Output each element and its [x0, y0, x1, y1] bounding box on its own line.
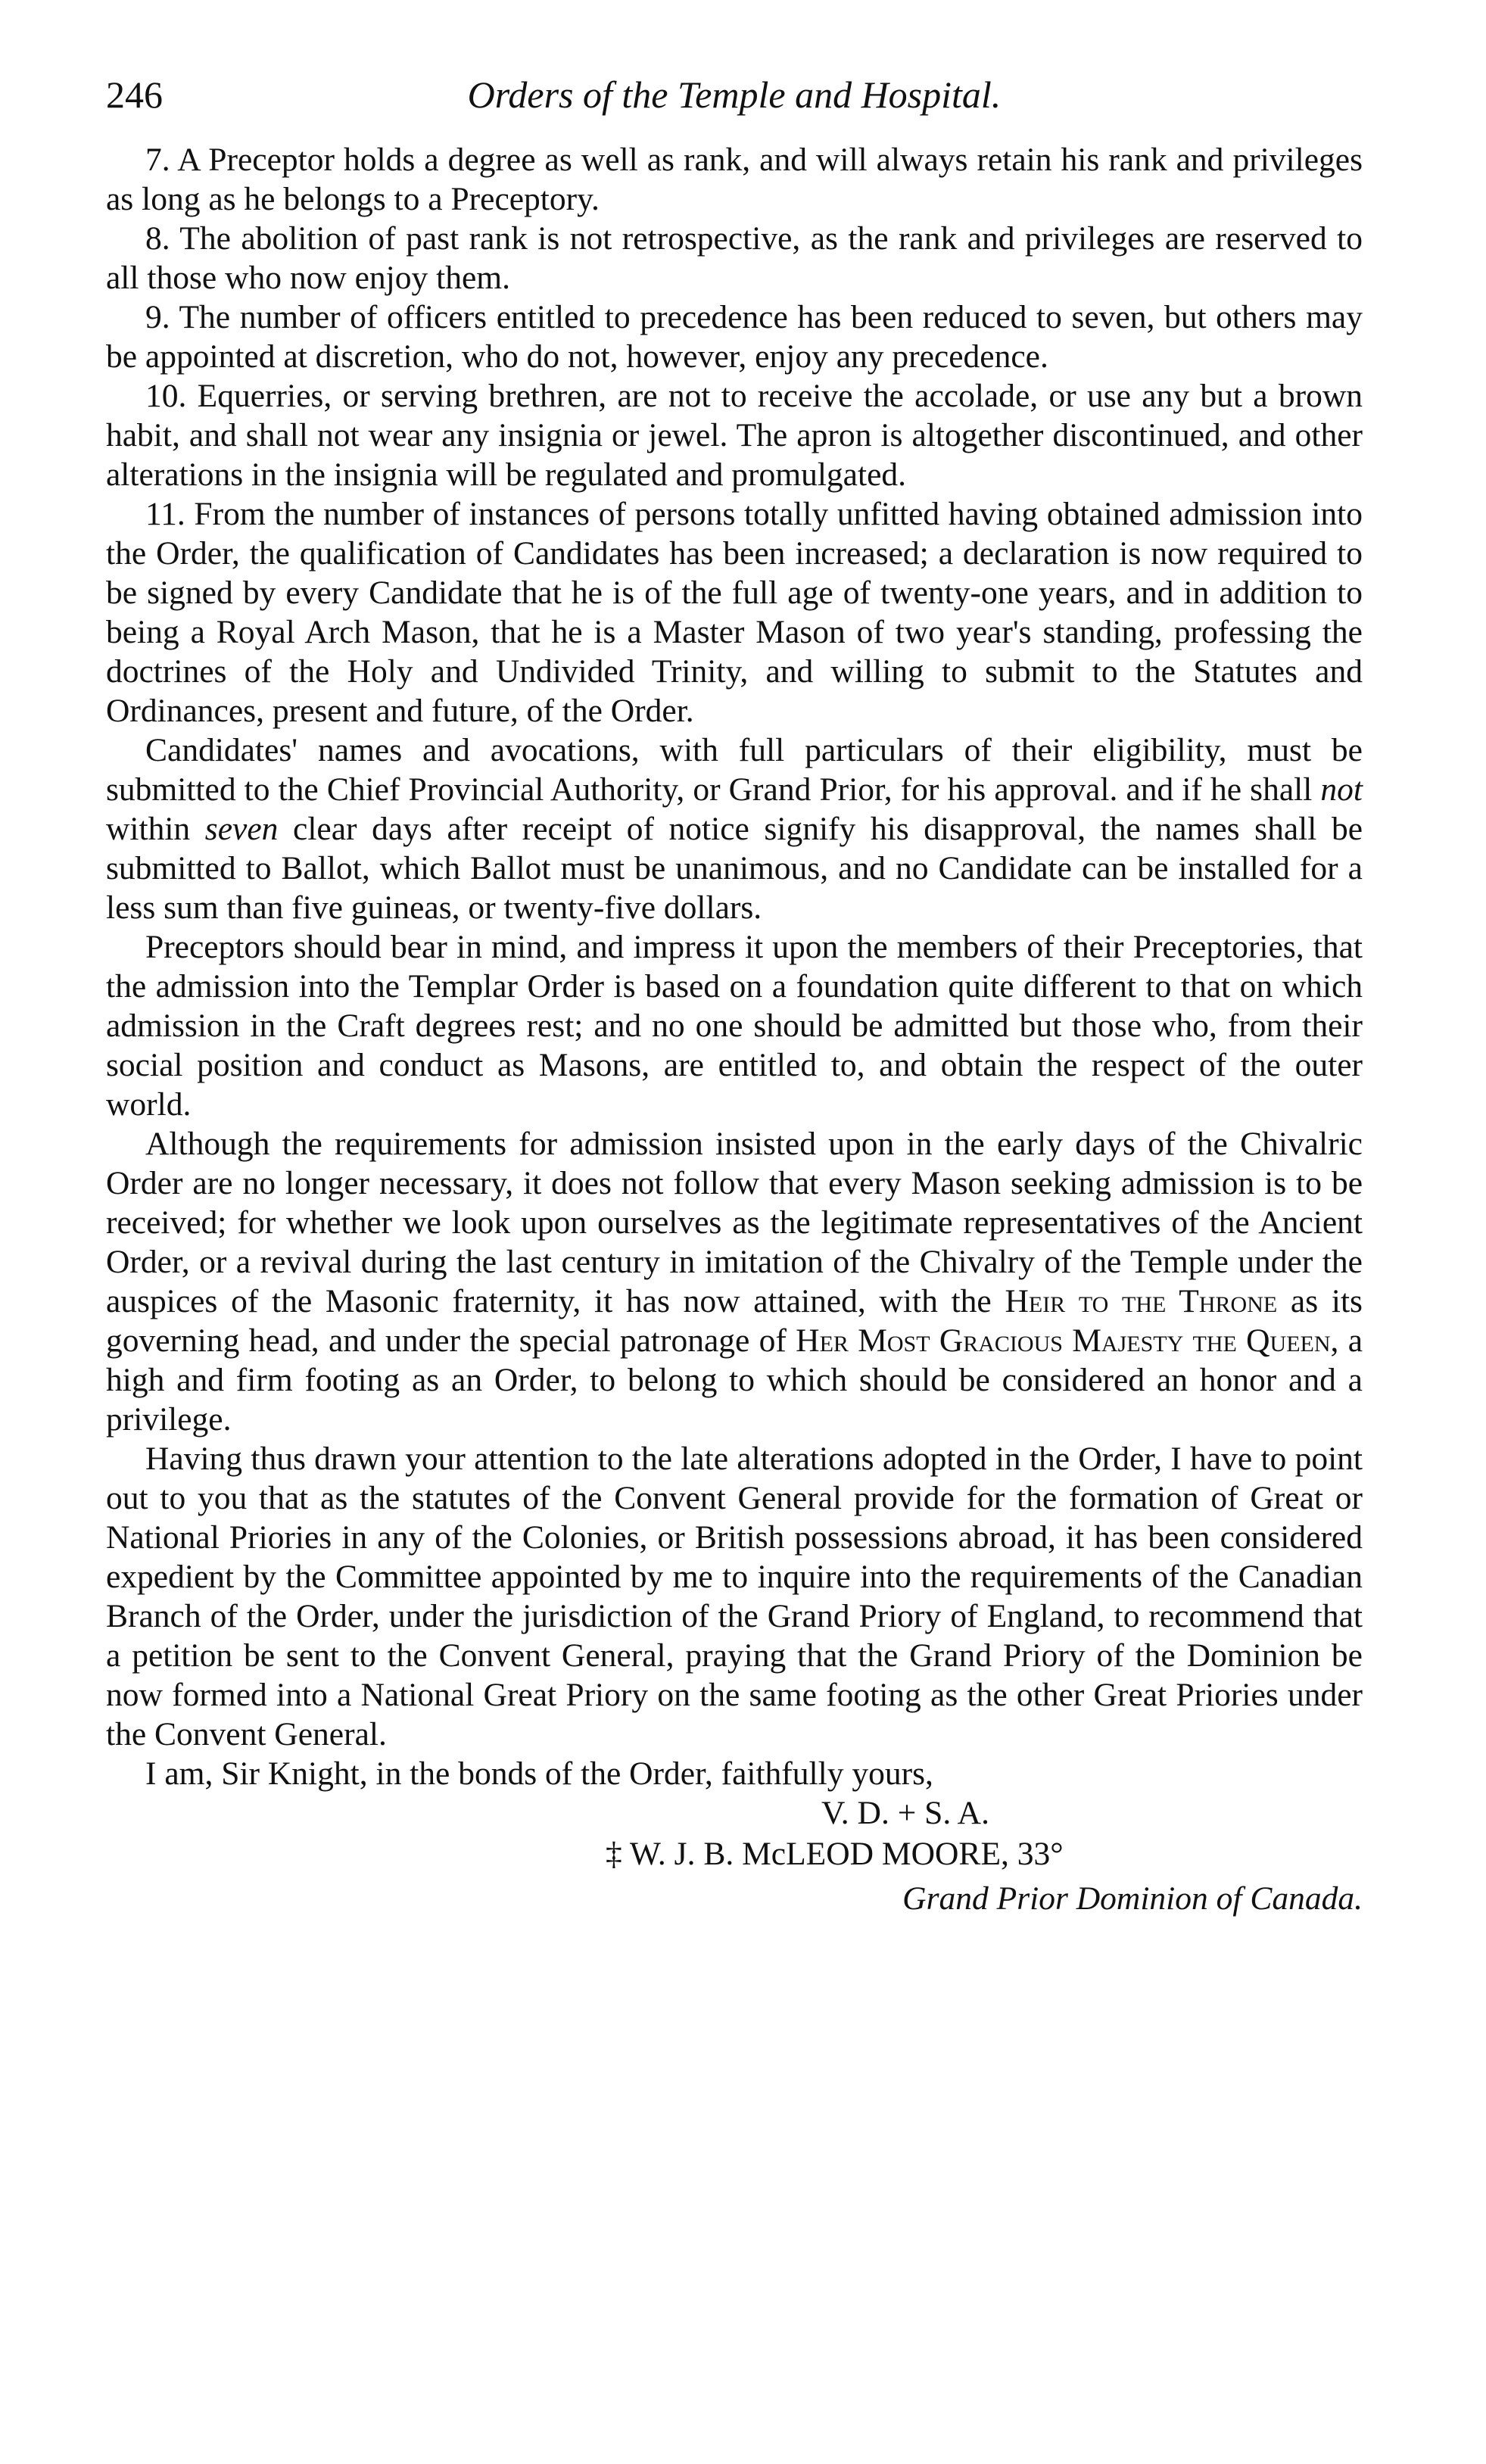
paragraph-8: 8. The abolition of past rank is not retrospective, as the rank and privileges are reserved to all those who now enjoy them. — [106, 220, 1363, 296]
closing-line: I am, Sir Knight, in the bonds of the Order, faithfully yours, — [145, 1755, 933, 1792]
heir-to-the-throne: Heir to the Throne — [1005, 1283, 1278, 1319]
paragraph-having: Having thus drawn your attention to the late alterations adopted in the Order, I have to point out to you that as the statutes of the Convent General provide for the formation of Great or National Priories in any of the Colonies, or British possessions abroad, it has been considered expedient by the Committee appointed by me to inquire into the requirements of the Canadian Branch of the Order, under the jurisdiction of the Grand Priory of England, to recommend that a petition be sent to the Convent General, praying that the Grand Priory of the Dominion be now formed into a National Great Priory on the same footing as the other Great Priories under the Convent General. — [106, 1441, 1363, 1752]
candidates-text-a: Candidates' names and avocations, with full particulars of their eligibility, must be submitted to the Chief Provincial Authority, or Grand Prior, for his approval. and if he shall — [106, 732, 1363, 808]
her-majesty-the-queen: Her Most Gracious Majesty the Queen — [796, 1322, 1331, 1359]
signature-abbreviation: V. D. + S. A. — [821, 1795, 989, 1831]
signature-name: ‡ W. J. B. McLEOD MOORE, 33° — [606, 1836, 1064, 1872]
paragraph-although — [106, 1124, 1363, 1439]
paragraph-10: 10. Equerries, or serving brethren, are not to receive the accolade, or use any but a brown habit, and shall not wear any insignia or jewel. The apron is altogether discontinued, and other alterations in the insignia will be regulated and promulgated. — [106, 378, 1363, 493]
document-page — [106, 72, 1363, 1922]
body-text — [106, 140, 1363, 1754]
candidates-text-b: within — [106, 811, 205, 847]
paragraph-7: 7. A Preceptor holds a degree as well as rank, and will always retain his rank and privileges as long as he belongs to a Preceptory. — [106, 142, 1363, 217]
candidates-emphasis-seven: seven — [204, 811, 279, 847]
candidates-emphasis-not: not — [1320, 771, 1363, 808]
although-text-b: as its governing head, and under the special patronage of — [106, 1283, 1363, 1359]
running-title: Orders of the Temple and Hospital. — [467, 73, 1002, 116]
candidates-text-c: clear days after receipt of notice signify his disapproval, the names shall be submitted to Ballot, which Ballot must be unanimous, and no Candidate can be installed for a less sum than five guineas, or twenty-five dollars. — [106, 811, 1363, 926]
paragraph-9: 9. The number of officers entitled to precedence has been reduced to seven, but others may be appointed at discretion, who do not, however, enjoy any precedence. — [106, 299, 1363, 375]
paragraph-candidates — [106, 730, 1363, 927]
although-text-a: Although the requirements for admission insisted upon in the early days of the Chivalric Order are no longer necessary, it does not follow that every Mason seeking admission is to be received; for whether we look upon ourselves as the legitimate representatives of the Ancient Order, or a revival during the last century in imitation of the Chivalry of the Temple under the auspices of the Masonic fraternity, it has now attained, with the — [106, 1126, 1363, 1319]
page-header — [106, 72, 1363, 140]
signature-title: Grand Prior Dominion of Canada. — [902, 1880, 1363, 1917]
page-number: 246 — [106, 73, 163, 116]
although-text-c: , a high and firm footing as an Order, to belong to which should be considered an honor and a privilege. — [106, 1322, 1363, 1438]
paragraph-11: 11. From the number of instances of persons totally unfitted having obtained admission into the Order, the qualification of Candidates has been increased; a declaration is now required to be signed by every Candidate that he is of the full age of twenty-one years, and in addition to being a Royal Arch Mason, that he is a Master Mason of two year's standing, professing the doctrines of the Holy and Undivided Trinity, and willing to submit to the Statutes and Ordinances, present and future, of the Order. — [106, 496, 1363, 729]
paragraph-preceptors: Preceptors should bear in mind, and impress it upon the members of their Preceptories, that the admission into the Templar Order is based on a foundation quite different to that on which admission in the Craft degrees rest; and no one should be admitted but those who, from their social position and conduct as Masons, are entitled to, and obtain the respect of the outer world. — [106, 929, 1363, 1123]
